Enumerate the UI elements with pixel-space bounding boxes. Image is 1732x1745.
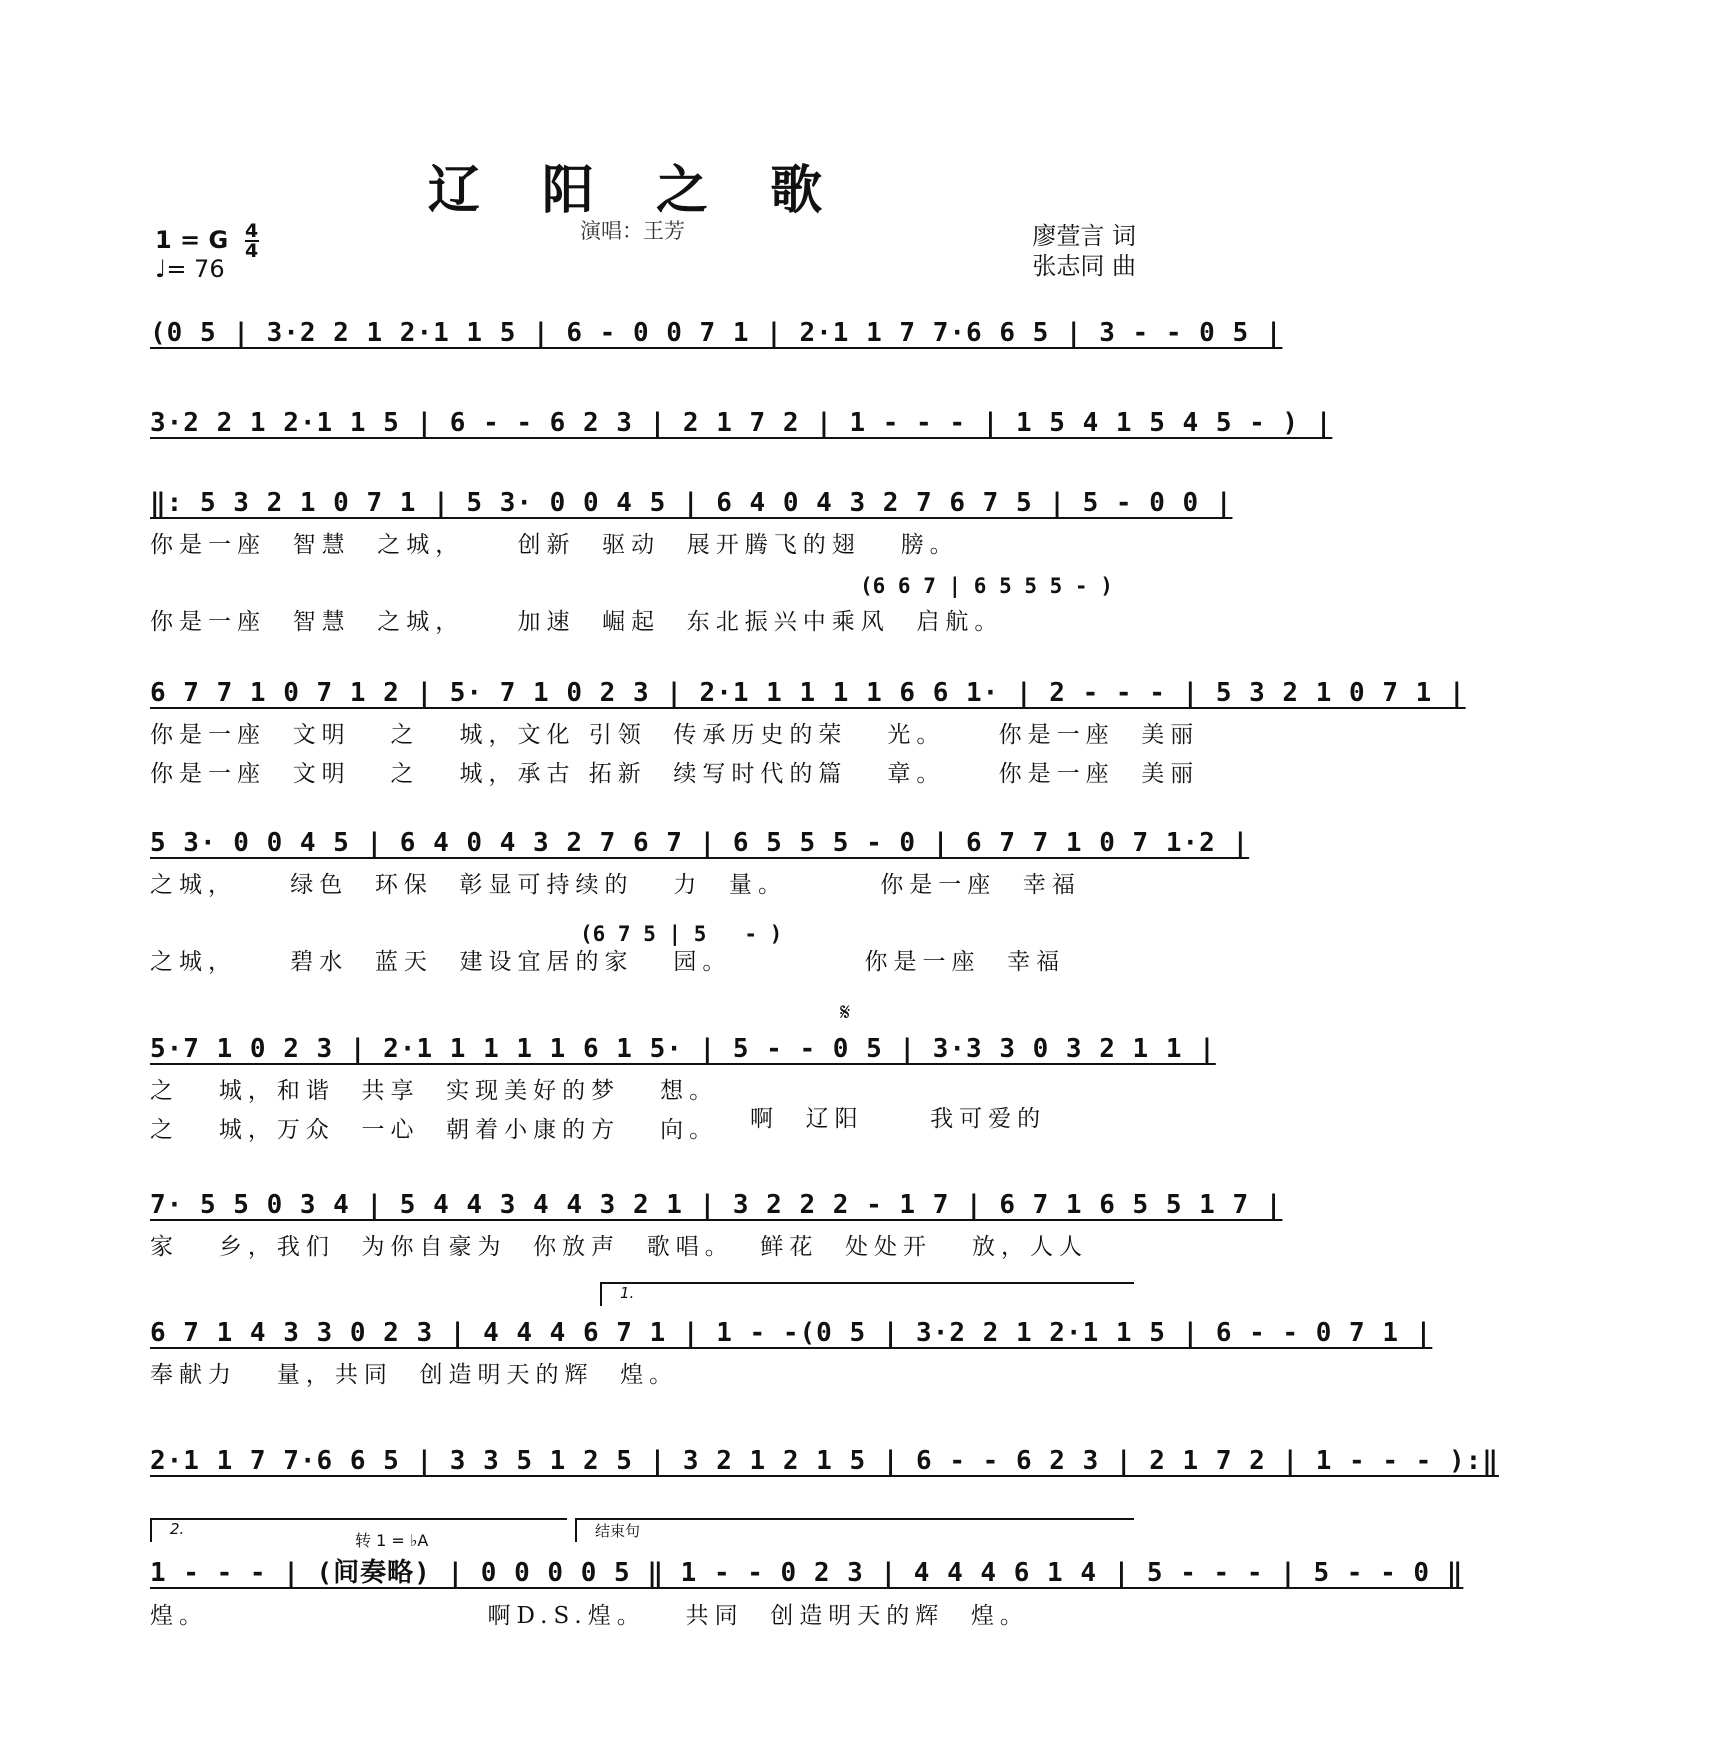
notation-row: 2·1 1 7 7·6 6 5 | 3 3 5 1 2 5 | 3 2 1 2 1 5 | 6 - - 6 2 3 | 2 1 7 2 | 1 - - - ):‖ [150,1446,1499,1476]
notation-row: 1 - - - | (间奏略) | 0 0 0 0 5 ‖ 1 - - 0 2 3 | 4 4 4 6 1 4 | 5 - - - | 5 - - 0 ‖ [150,1558,1464,1588]
key-label: 1 = G [155,226,229,254]
lyric-verse-1: 煌。 啊D.S.煌。 共同 创造明天的辉 煌。 [150,1603,1029,1629]
score-line-4 [150,678,1466,788]
modulation-marking: 转 1 = ♭A [355,1531,429,1550]
score-line-1 [150,318,1283,348]
notation-row: 3·2 2 1 2·1 1 5 | 6 - - 6 2 3 | 2 1 7 2 | 1 - - - | 1 5 4 1 5 4 5 - ) | [150,408,1333,438]
time-signature [245,222,259,260]
notation-row: (0 5 | 3·2 2 1 2·1 1 5 | 6 - 0 0 7 1 | 2·1 1 7 7·6 6 5 | 3 - - 0 5 | [150,318,1283,348]
lyric-verse-1: 奉献力 量，共同 创造明天的辉 煌。 [150,1362,679,1388]
notation-row: 7· 5 5 0 3 4 | 5 4 4 3 4 4 3 2 1 | 3 2 2 2 - 1 7 | 6 7 1 6 5 5 1 7 | [150,1190,1283,1220]
notation-row: 5 3· 0 0 4 5 | 6 4 0 4 3 2 7 6 7 | 6 5 5 5 - 0 | 6 7 7 1 0 7 1·2 | [150,828,1250,858]
notation-row: 6 7 1 4 3 3 0 2 3 | 4 4 4 6 7 1 | 1 - -(0 5 | 3·2 2 1 2·1 1 5 | 6 - - 0 7 1 | [150,1318,1433,1348]
alternate-notation: (6 7 5 | 5 - ) [580,922,783,946]
coda-label: 结束句 [595,1522,641,1540]
score-line-9 [150,1446,1499,1476]
score-line-5 [150,828,1250,976]
coda-bracket [575,1518,1134,1542]
score-line-8 [150,1284,1433,1389]
time-top: 4 [244,220,259,242]
score-line-3 [150,488,1233,636]
lyric-verse-2: 之 城，万众 一心 朝着小康的方 向。 [150,1117,719,1143]
lyric-verse-1: 家 乡，我们 为你自豪为 你放声 歌唱。 鲜花 处处开 放，人人 [150,1234,1088,1260]
second-ending-label: 2. [170,1520,185,1538]
lyric-verse-1: 你是一座 文明 之 城，文化 引领 传承历史的荣 光。 你是一座 美丽 [150,722,1200,748]
first-ending-label: 1. [620,1284,635,1302]
song-title: 辽 阳 之 歌 [427,160,845,221]
score-line-10 [150,1520,1464,1630]
segno-sign: 𝄋 [840,998,851,1026]
alternate-notation: (6 6 7 | 6 5 5 5 - ) [860,574,1113,598]
lyricist-credit: 廖萱言 词 [1032,222,1136,250]
lyric-verse-2: 之城， 碧水 蓝天 建设宜居的家 园。 你是一座 幸福 [150,949,1066,975]
score-line-6 [150,998,1216,1144]
score-line-2 [150,408,1333,438]
lyric-refrain: 啊 辽阳 我可爱的 [750,1106,1047,1132]
lyric-verse-1: 之 城，和谐 共享 实现美好的梦 想。 [150,1078,719,1104]
lyric-verse-1: 你是一座 智慧 之城， 创新 驱动 展开腾飞的翅 膀。 [150,532,959,558]
notation-row: ‖: 5 3 2 1 0 7 1 | 5 3· 0 0 4 5 | 6 4 0 4 3 2 7 6 7 5 | 5 - 0 0 | [150,488,1233,518]
time-bottom: 4 [244,240,259,262]
composer-credit: 张志同 曲 [1032,252,1136,280]
singer-credit: 演唱：王芳 [580,219,685,243]
lyric-verse-2: 你是一座 智慧 之城， 加速 崛起 东北振兴中乘风 启航。 [150,609,1004,635]
notation-row: 6 7 7 1 0 7 1 2 | 5· 7 1 0 2 3 | 2·1 1 1 1 1 6 6 1· | 2 - - - | 5 3 2 1 0 7 1 | [150,678,1466,708]
lyric-verse-1: 之城， 绿色 环保 彰显可持续的 力 量。 你是一座 幸福 [150,872,1081,898]
tempo-marking: ♩= 76 [155,255,225,283]
first-ending-bracket [600,1282,1134,1306]
score-line-7 [150,1190,1283,1261]
lyric-verse-2: 你是一座 文明 之 城，承古 拓新 续写时代的篇 章。 你是一座 美丽 [150,761,1200,787]
notation-row: 5·7 1 0 2 3 | 2·1 1 1 1 1 6 1 5· | 5 - - 0 5 | 3·3 3 0 3 2 1 1 | [150,1034,1216,1064]
